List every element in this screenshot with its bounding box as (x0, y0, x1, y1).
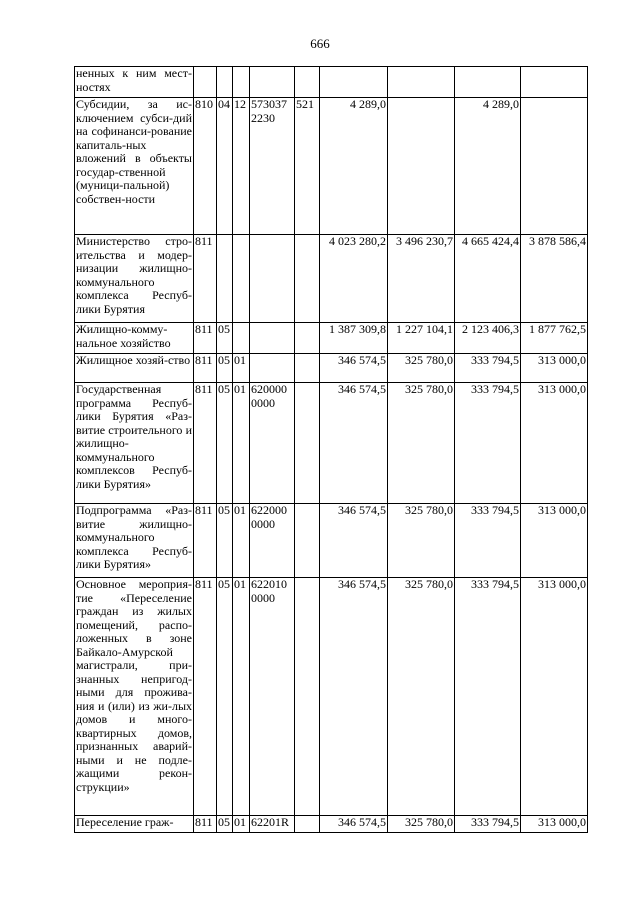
ved-code-cell: 811 (194, 578, 217, 816)
table-row (75, 323, 588, 354)
amount-1-cell: 346 574,5 (320, 816, 388, 833)
amount-4-cell: 313 000,0 (521, 383, 588, 504)
section-code-cell: 05 (217, 578, 233, 816)
subsection-code-cell: 01 (233, 383, 250, 504)
target-article-cell (250, 354, 295, 383)
amount-1-cell (320, 67, 388, 98)
amount-1-cell: 346 574,5 (320, 504, 388, 578)
amount-1-cell: 346 574,5 (320, 383, 388, 504)
subsection-code-cell (233, 235, 250, 323)
subsection-code-cell (233, 67, 250, 98)
target-article-cell (250, 67, 295, 98)
target-article-cell: 62201R (250, 816, 295, 833)
expense-type-cell (295, 235, 320, 323)
amount-2-cell: 3 496 230,7 (388, 235, 455, 323)
amount-1-cell: 346 574,5 (320, 578, 388, 816)
amount-3-cell: 333 794,5 (455, 816, 521, 833)
ved-code-cell: 811 (194, 354, 217, 383)
section-code-cell: 05 (217, 354, 233, 383)
amount-2-cell: 325 780,0 (388, 504, 455, 578)
ved-code-cell: 811 (194, 504, 217, 578)
target-article-cell (250, 235, 295, 323)
amount-1-cell: 4 289,0 (320, 98, 388, 235)
row-name-cell: ненных к ним мест-ностях (75, 67, 194, 98)
table-body (75, 67, 588, 833)
section-code-cell: 05 (217, 323, 233, 354)
expense-type-cell (295, 323, 320, 354)
amount-2-cell (388, 67, 455, 98)
amount-4-cell: 1 877 762,5 (521, 323, 588, 354)
budget-table (74, 66, 588, 833)
page-number: 666 (310, 36, 330, 51)
expense-type-cell (295, 383, 320, 504)
amount-1-cell: 1 387 309,8 (320, 323, 388, 354)
subsection-code-cell: 01 (233, 504, 250, 578)
table-row (75, 354, 588, 383)
target-article-cell: 622000 0000 (250, 504, 295, 578)
amount-4-cell: 313 000,0 (521, 504, 588, 578)
target-article-cell: 573037 2230 (250, 98, 295, 235)
table-row (75, 235, 588, 323)
amount-3-cell: 2 123 406,3 (455, 323, 521, 354)
amount-1-cell: 346 574,5 (320, 354, 388, 383)
row-name-cell: Подпрограмма «Раз-витие жилищно-коммунального комплекса Респуб-лики Бурятия» (75, 504, 194, 578)
amount-3-cell: 333 794,5 (455, 504, 521, 578)
ved-code-cell: 810 (194, 98, 217, 235)
target-article-cell: 620000 0000 (250, 383, 295, 504)
table-row (75, 816, 588, 833)
target-article-cell: 622010 0000 (250, 578, 295, 816)
amount-4-cell (521, 67, 588, 98)
ved-code-cell: 811 (194, 816, 217, 833)
subsection-code-cell: 01 (233, 816, 250, 833)
row-name-cell: Жилищное хозяй-ство (75, 354, 194, 383)
subsection-code-cell: 01 (233, 354, 250, 383)
subsection-code-cell (233, 323, 250, 354)
target-article-cell (250, 323, 295, 354)
expense-type-cell (295, 67, 320, 98)
amount-2-cell: 325 780,0 (388, 578, 455, 816)
subsection-code-cell: 12 (233, 98, 250, 235)
amount-2-cell: 1 227 104,1 (388, 323, 455, 354)
row-name-cell: Государственная программа Респуб-лики Бурятия «Раз-витие строительного и жилищно-коммунального комплексов Респуб-лики Бурятия» (75, 383, 194, 504)
section-code-cell: 05 (217, 816, 233, 833)
amount-3-cell: 4 665 424,4 (455, 235, 521, 323)
table-row (75, 67, 588, 98)
amount-3-cell: 4 289,0 (455, 98, 521, 235)
section-code-cell (217, 235, 233, 323)
ved-code-cell (194, 67, 217, 98)
expense-type-cell: 521 (295, 98, 320, 235)
amount-2-cell: 325 780,0 (388, 354, 455, 383)
section-code-cell: 04 (217, 98, 233, 235)
table-row (75, 578, 588, 816)
subsection-code-cell: 01 (233, 578, 250, 816)
amount-1-cell: 4 023 280,2 (320, 235, 388, 323)
table-row (75, 504, 588, 578)
expense-type-cell (295, 578, 320, 816)
amount-4-cell (521, 98, 588, 235)
section-code-cell: 05 (217, 504, 233, 578)
row-name-cell: Переселение граж- (75, 816, 194, 833)
amount-2-cell: 325 780,0 (388, 816, 455, 833)
table-row (75, 98, 588, 235)
row-name-cell: Жилищно-комму-нальное хозяйство (75, 323, 194, 354)
amount-4-cell: 3 878 586,4 (521, 235, 588, 323)
section-code-cell (217, 67, 233, 98)
ved-code-cell: 811 (194, 383, 217, 504)
table-row (75, 383, 588, 504)
row-name-cell: Министерство стро-ительства и модер-низации жилищно-коммунального комплекса Респуб-лики Бурятия (75, 235, 194, 323)
amount-4-cell: 313 000,0 (521, 816, 588, 833)
amount-3-cell: 333 794,5 (455, 354, 521, 383)
expense-type-cell (295, 354, 320, 383)
amount-3-cell: 333 794,5 (455, 578, 521, 816)
row-name-cell: Субсидии, за ис-ключением субси-дий на софинанси-рование капиталь-ных вложений в объекты государ-ственной (муници-пальной) собствен-ности (75, 98, 194, 235)
row-name-cell: Основное мероприя-тие «Переселение граждан из жилых помещений, распо-ложенных в зоне Байкало-Амурской магистрали, при-знанных непригод-ными для прожива-ния и (или) из жи-лых домов и много-квартирных домов, признанных аварий-ными и не подле-жащими рекон-струкции» (75, 578, 194, 816)
amount-3-cell (455, 67, 521, 98)
amount-2-cell: 325 780,0 (388, 383, 455, 504)
ved-code-cell: 811 (194, 235, 217, 323)
amount-2-cell (388, 98, 455, 235)
amount-4-cell: 313 000,0 (521, 578, 588, 816)
section-code-cell: 05 (217, 383, 233, 504)
amount-3-cell: 333 794,5 (455, 383, 521, 504)
amount-4-cell: 313 000,0 (521, 354, 588, 383)
expense-type-cell (295, 816, 320, 833)
ved-code-cell: 811 (194, 323, 217, 354)
expense-type-cell (295, 504, 320, 578)
